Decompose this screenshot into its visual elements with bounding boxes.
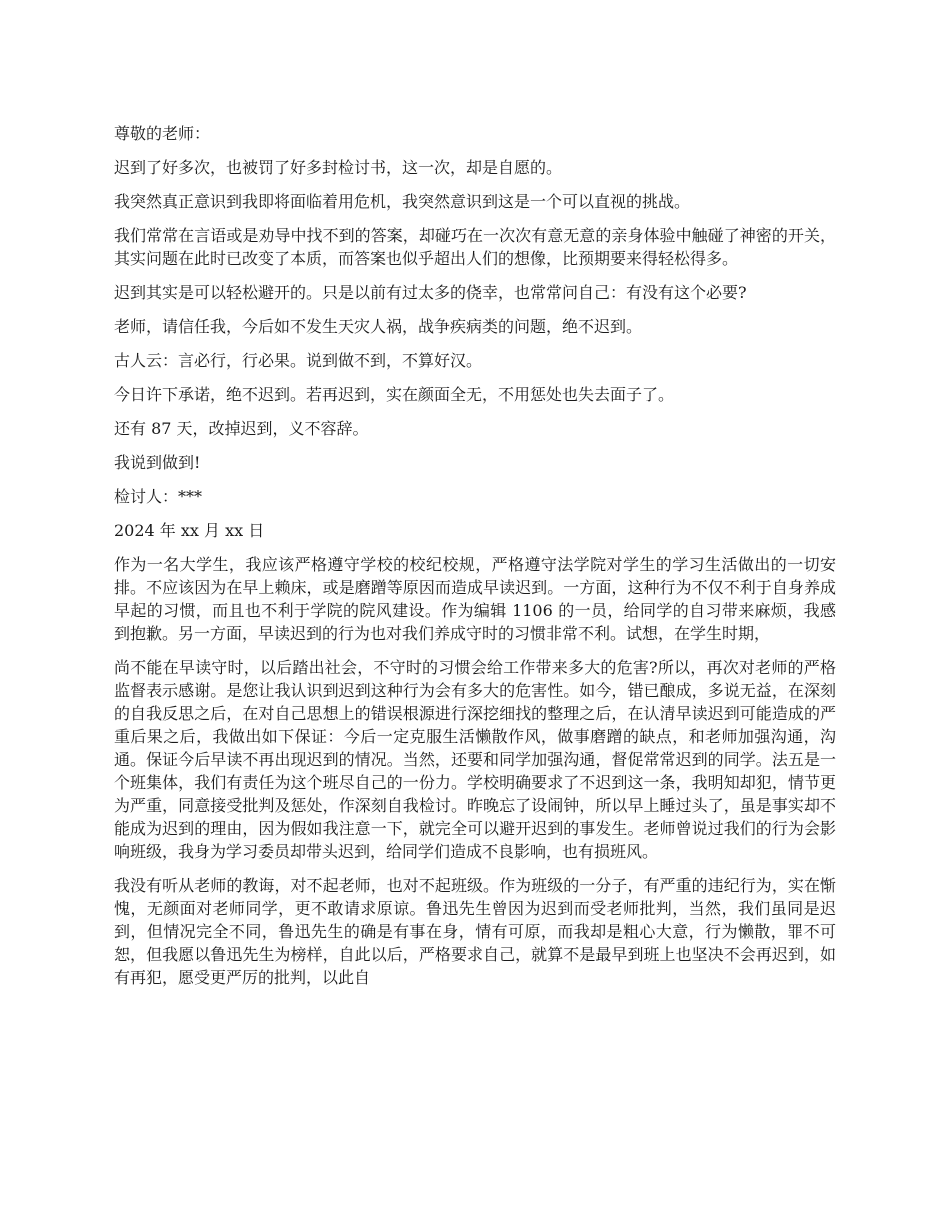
paragraph-8: 还有 87 天，改掉迟到，义不容辞。 — [114, 419, 369, 438]
paragraph-7: 今日许下承诺，绝不迟到。若再迟到，实在颜面全无，不用惩处也失去面子了。 — [114, 385, 675, 404]
paragraph-5: 老师，请信任我，今后如不发生天灾人祸，战争疾病类的问题，绝不迟到。 — [114, 317, 643, 336]
paragraph-12: 作为一名大学生，我应该严格遵守学校的校纪校规，严格遵守法学院对学生的学习生活做出的一切安排。不应该因为在早上赖床，或是磨蹭等原因而造成早读迟到。一方面，这种行为不仅不利于自身养成早起的习惯，而且也不利于学院的院风建设。作为编辑 1106 的一员，给同学的自习带来麻烦，我感到抱歉。另一方面，早读迟到的行为也对我们养成守时的习惯非常不利。试想，在学生时期， — [114, 555, 836, 643]
paragraph-1: 迟到了好多次，也被罚了好多封检讨书，这一次，却是自愿的。 — [114, 158, 563, 177]
document-page — [114, 122, 836, 1000]
paragraph-6: 古人云：言必行，行必果。说到做不到，不算好汉。 — [114, 351, 483, 370]
paragraph-3: 我们常常在言语或是劝导中找不到的答案，却碰巧在一次次有意无意的亲身体验中触碰了神密的开关，其实问题在此时已改变了本质，而答案也似乎超出人们的想像，比预期要来得轻松得多。 — [114, 226, 836, 268]
paragraph-2: 我突然真正意识到我即将面临着用危机，我突然意识到这是一个可以直视的挑战。 — [114, 192, 691, 211]
paragraph-4: 迟到其实是可以轻松避开的。只是以前有过太多的侥幸，也常常问自己：有没有这个必要? — [114, 283, 747, 302]
paragraph-13: 尚不能在早读守时，以后踏出社会，不守时的习惯会给工作带来多大的危害?所以，再次对老师的严格监督表示感谢。是您让我认识到迟到这种行为会有多大的危害性。如今，错已酿成，多说无益，在深刻的自我反思之后，在对自己思想上的错误根源进行深挖细找的整理之后，在认清早读迟到可能造成的严重后果之后，我做出如下保证：今后一定克服生活懒散作风，做事磨蹭的缺点，和老师加强沟通，沟通。保证今后早读不再出现迟到的情况。当然，还要和同学加强沟通，督促常常迟到的同学。法五是一个班集体，我们有责任为这个班尽自己的一份力。学校明确要求了不迟到这一条，我明知却犯，情节更为严重，同意接受批判及惩处，作深刻自我检讨。昨晚忘了设闹钟，所以早上睡过头了，虽是事实却不能成为迟到的理由，因为假如我注意一下，就完全可以避开迟到的事发生。老师曾说过我们的行为会影响班级，我身为学习委员却带头迟到，给同学们造成不良影响，也有损班风。 — [114, 658, 836, 861]
signature-line: 检讨人：*** — [114, 487, 203, 506]
salutation: 尊敬的老师： — [114, 124, 211, 143]
paragraph-9: 我说到做到! — [114, 453, 201, 472]
paragraph-14: 我没有听从老师的教诲，对不起老师，也对不起班级。作为班级的一分子，有严重的违纪行为，实在惭愧，无颜面对老师同学，更不敢请求原谅。鲁迅先生曾因为迟到而受老师批判，当然，我们虽同是迟到，但情况完全不同，鲁迅先生的确是有事在身，情有可原，而我却是粗心大意，行为懒散，罪不可恕，但我愿以鲁迅先生为榜样，自此以后，严格要求自己，就算不是最早到班上也坚决不会再迟到，如有再犯，愿受更严厉的批判，以此自 — [114, 876, 836, 987]
date-line: 2024 年 xx 月 xx 日 — [114, 521, 265, 540]
